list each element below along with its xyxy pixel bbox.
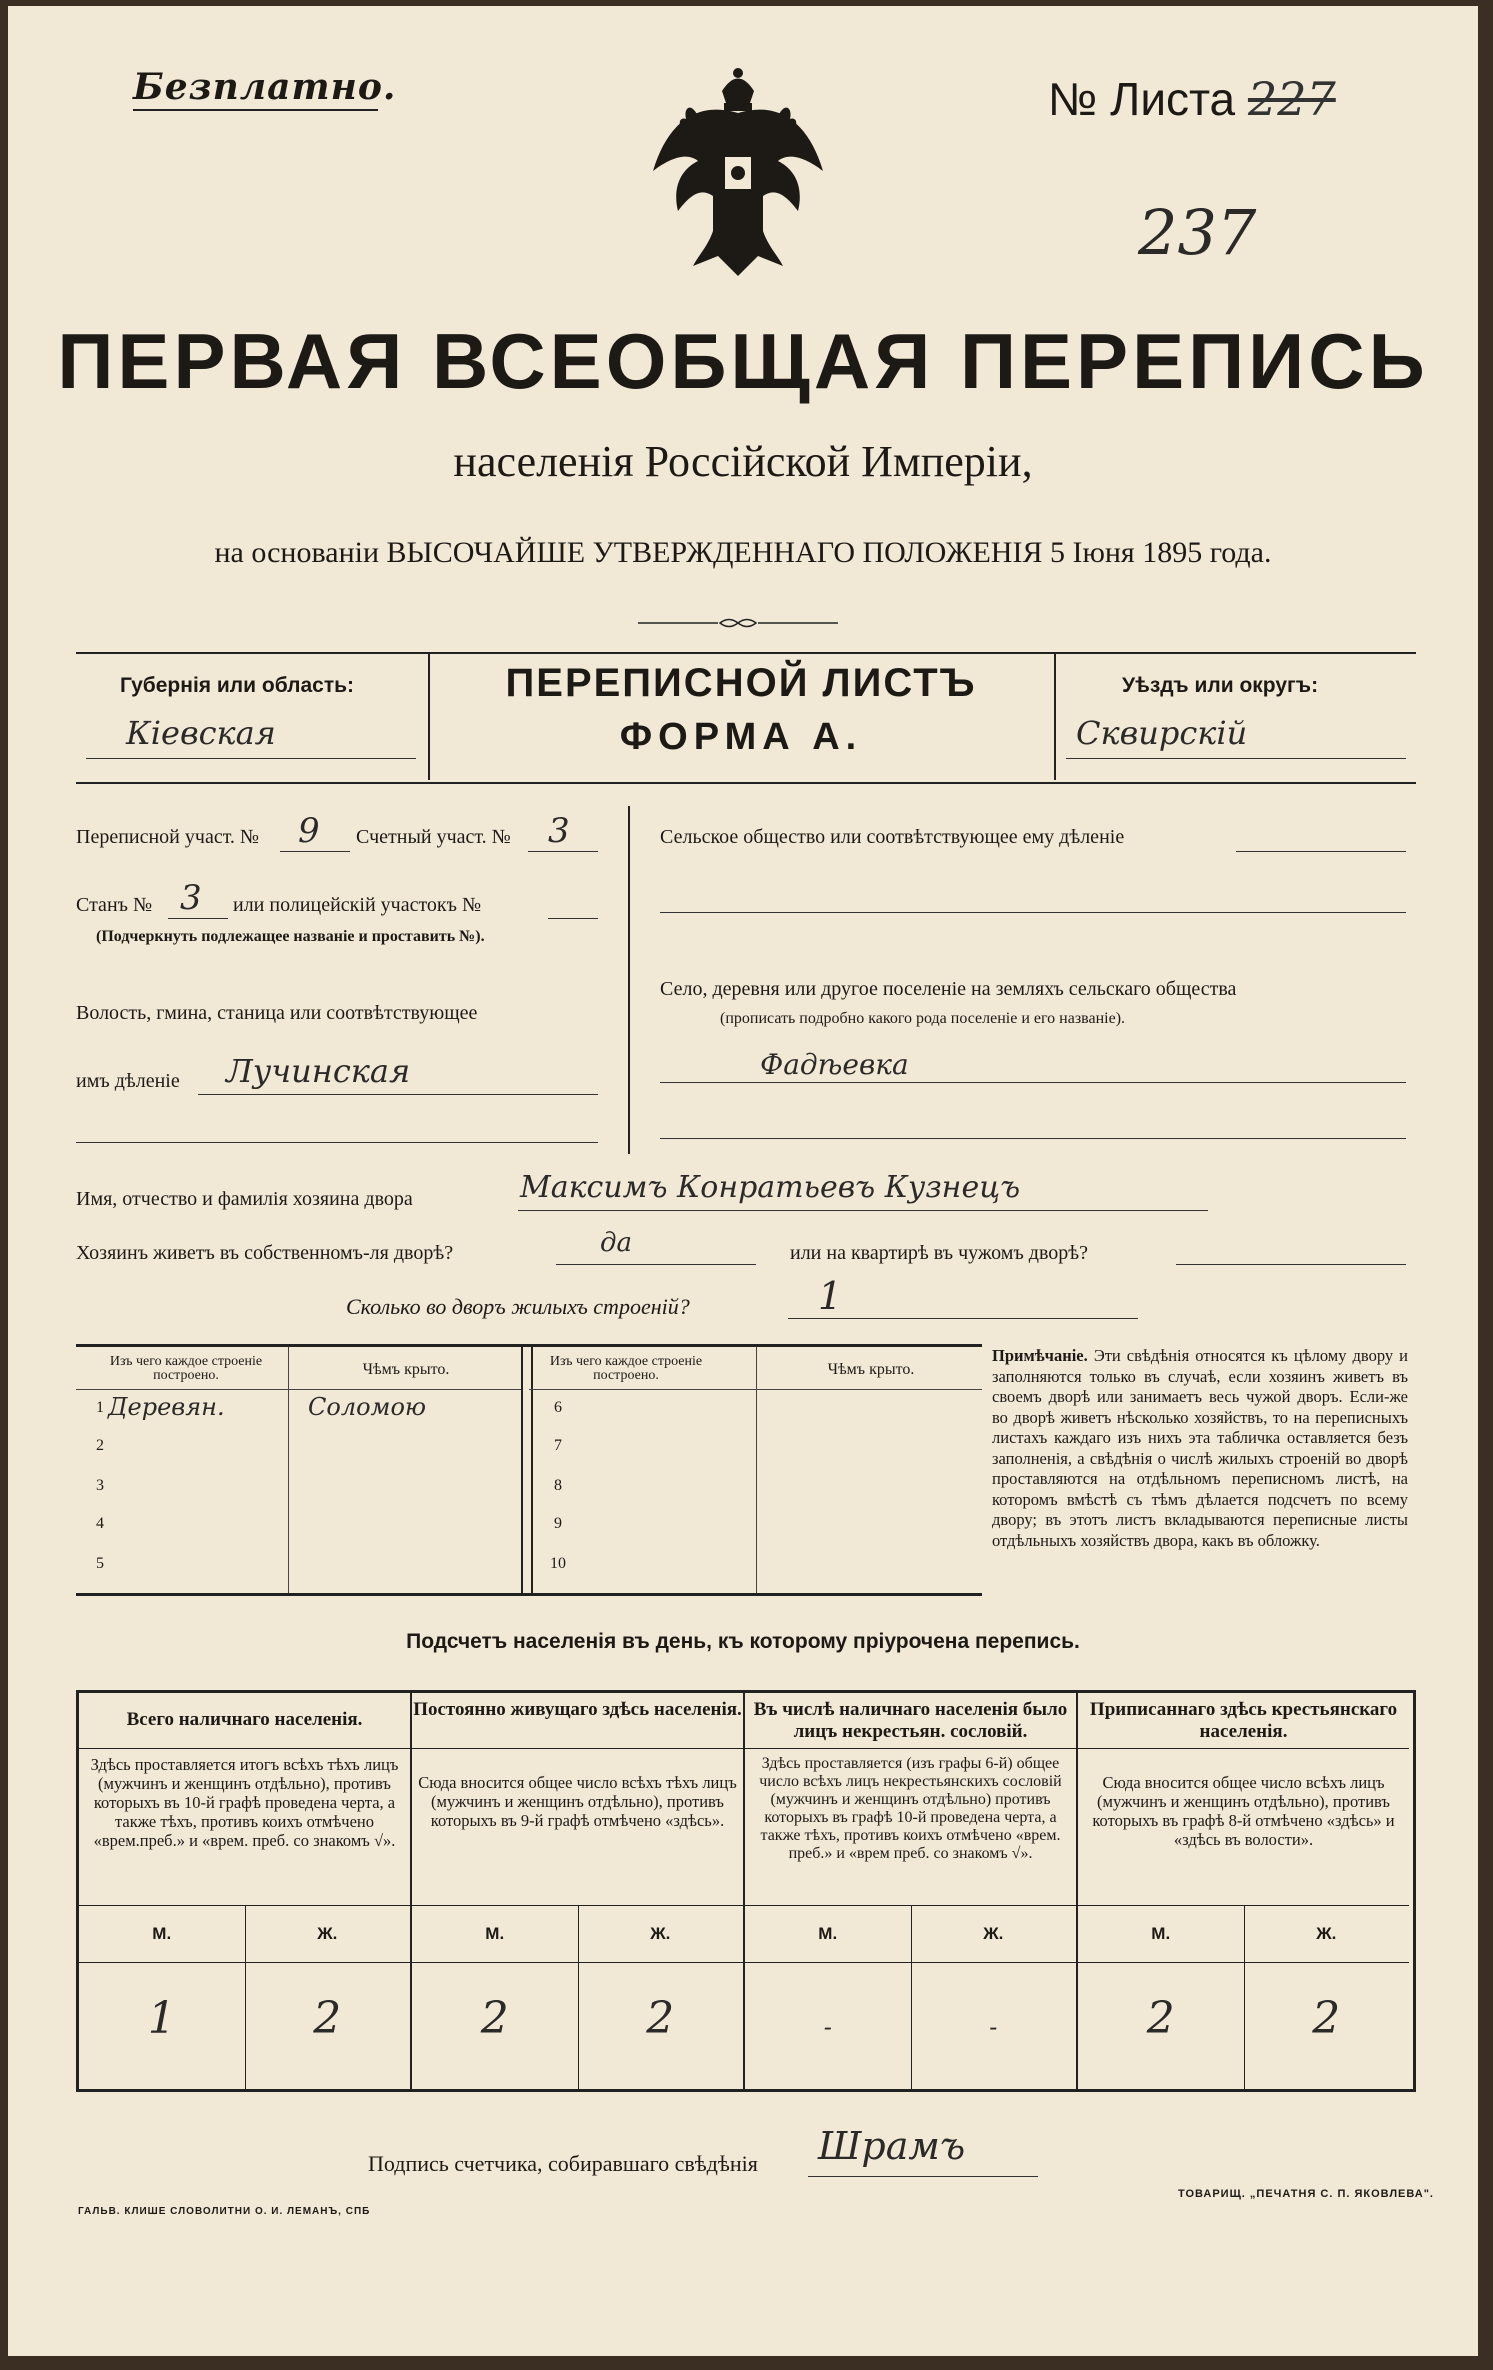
- field-divider: [628, 806, 630, 1154]
- rent-line: [1176, 1264, 1406, 1265]
- row-number: 4: [96, 1515, 104, 1532]
- village-line: [660, 1082, 1406, 1083]
- row-number: 6: [554, 1399, 562, 1416]
- female-label: Ж.: [983, 1924, 1004, 1943]
- stan-line: [168, 918, 228, 919]
- buildings-label: Сколько во дворъ жилыхъ строеній?: [346, 1294, 690, 1319]
- col-head: Постоянно живущаго здѣсь населенія.: [412, 1693, 743, 1749]
- village-label: Село, деревня или другое поселеніе на земляхъ сельскаго общества: [660, 978, 1237, 1000]
- census-plot-value: 9: [298, 811, 320, 851]
- female-label: Ж.: [650, 1924, 671, 1943]
- population-col-non-peasant: [745, 1693, 1078, 2089]
- female-value: 2: [313, 1993, 342, 2044]
- roof-header-left: Чѣмъ крыто.: [362, 1361, 450, 1378]
- row-roof-value: Соломою: [308, 1393, 427, 1421]
- buildings-value: 1: [818, 1274, 843, 1318]
- mf-row: [745, 1905, 1076, 1963]
- male-label: М.: [818, 1924, 838, 1943]
- village-note: (прописать подробно какого рода поселеніе и его названіе).: [720, 1010, 1126, 1027]
- built-header-right: Изъ чего каждое строеніе построено.: [549, 1354, 703, 1383]
- free-underline: [133, 109, 378, 111]
- form-title: ПЕРЕПИСНОЙ ЛИСТЪ: [505, 661, 977, 705]
- table-double-divider: [521, 1347, 533, 1593]
- header-rule-left: [76, 1389, 521, 1390]
- roof-header-right: Чѣмъ крыто.: [827, 1361, 915, 1378]
- census-sheet: [8, 6, 1478, 2356]
- col-divider-left: [288, 1347, 289, 1593]
- free-label: Безплатно.: [133, 66, 397, 108]
- basis-line: на основаніи ВЫСОЧАЙШЕ УТВЕРЖДЕННАГО ПОЛОЖЕНІЯ 5 Іюня 1895 года.: [214, 536, 1272, 569]
- col-desc: Сюда вносится общее число всѣхъ тѣхъ лицъ (мужчинъ и женщинъ отдѣльно), противъ которыхъ въ 9-й графѣ отмѣчено «здѣсь».: [418, 1773, 737, 1830]
- own-yard-label: Хозяинъ живетъ въ собственномъ-ля дворѣ?: [76, 1242, 454, 1264]
- population-col-total: [79, 1693, 412, 2089]
- sheet-number-handwritten: 237: [1138, 196, 1257, 269]
- census-plot-line: [280, 851, 350, 852]
- col-desc: Здѣсь проставляется (изъ графы 6-й) общее число всѣхъ лицъ некрестьянскихъ сословій (мужчинъ и женщинъ отдѣльно) противъ которыхъ въ графѣ 10-й проведена черта, а также тѣхъ, противъ коихъ отмѣчено «врем. преб.» и «врем преб. со знакомъ √».: [759, 1755, 1062, 1862]
- sheet-number-old: 227: [1247, 72, 1336, 126]
- col-desc: Сюда вносится общее число всѣхъ лицъ (мужчинъ и женщинъ отдѣльно), противъ которыхъ въ графѣ 8-й отмѣчено «здѣсь» и «здѣсь въ волости».: [1092, 1773, 1395, 1849]
- signature-line: [808, 2176, 1038, 2177]
- buildings-note: [992, 1346, 1408, 1551]
- row-number: 2: [96, 1437, 104, 1454]
- stan-label: Станъ №: [76, 894, 153, 916]
- owner-name-value: Максимъ Конратьевъ Кузнецъ: [520, 1170, 1021, 1205]
- male-value: -: [823, 2013, 832, 2041]
- row-number: 3: [96, 1477, 104, 1494]
- stan-value: 3: [180, 878, 202, 918]
- row-number: 5: [96, 1555, 104, 1572]
- district-value: Сквирскій: [1076, 714, 1248, 752]
- printer-left: ГАЛЬВ. КЛИШЕ СЛОВОЛИТНИ О. И. ЛЕМАНЪ, СПБ: [78, 2206, 371, 2217]
- female-value: 2: [1312, 1993, 1341, 2044]
- society-line-2: [660, 912, 1406, 913]
- subtitle: населенія Россійской Имперіи,: [453, 437, 1033, 486]
- volost-value: Лучинская: [226, 1052, 411, 1090]
- village-line-2: [660, 1138, 1406, 1139]
- row-number: 9: [554, 1515, 562, 1532]
- header-rule-right: [529, 1389, 982, 1390]
- note-text: Эти свѣдѣнія относятся къ цѣлому двору и заполняются только въ случаѣ, если хозяинъ живетъ въ своемъ дворѣ или занимаетъ весь чужой дворъ. Если-же во дворѣ живетъ нѣсколько хозяйствъ, то на переписныхъ листахъ каждаго изъ нихъ эта табличка оставляется безъ заполненія, а свѣдѣнія о числѣ жилыхъ строеній во дворѣ проставляются на отдѣльномъ переписномъ листѣ, на которомъ вмѣстѣ съ тѣмъ дѣлается подсчетъ по всему двору; въ этотъ листъ вкладываются переписные листы отдѣльныхъ хозяйствъ двора, какъ въ обложку.: [992, 1346, 1408, 1550]
- sheet-number-label: № Листа: [1048, 73, 1236, 125]
- buildings-table: [76, 1344, 982, 1596]
- female-value: 2: [646, 1993, 675, 2044]
- owner-name-label: Имя, отчество и фамилія хозяина двора: [76, 1188, 413, 1210]
- police-line: [548, 918, 598, 919]
- col-divider-right: [756, 1347, 757, 1593]
- male-label: М.: [485, 1924, 505, 1943]
- row-number: 7: [554, 1437, 562, 1454]
- male-label: М.: [152, 1924, 172, 1943]
- female-label: Ж.: [1316, 1924, 1337, 1943]
- population-col-permanent: [412, 1693, 745, 2089]
- male-value: 2: [1146, 1993, 1175, 2044]
- signature-label: Подпись счетчика, собиравшаго свѣдѣнія: [368, 2151, 758, 2176]
- police-label: или полицейскій участокъ №: [233, 894, 482, 916]
- row-number: 1: [96, 1399, 104, 1416]
- district-box: [1054, 652, 1418, 780]
- population-col-peasant: [1078, 1693, 1409, 2089]
- row-number: 8: [554, 1477, 562, 1494]
- ornament-divider: [638, 616, 838, 630]
- row-number: 10: [550, 1555, 566, 1572]
- own-yard-line: [556, 1264, 756, 1265]
- mf-row: [79, 1905, 410, 1963]
- built-header-left: Изъ чего каждое строеніе построено.: [109, 1354, 263, 1383]
- underline-note: (Подчеркнуть подлежащее названіе и проставить №).: [96, 928, 485, 945]
- count-plot-value: 3: [548, 811, 570, 851]
- society-label: Сельское общество или соотвѣтствующее ему дѣленіе: [660, 826, 1125, 848]
- district-label: Уѣздъ или округъ:: [1122, 674, 1319, 697]
- population-table: [76, 1690, 1416, 2092]
- province-box: [76, 652, 430, 780]
- society-line: [1236, 851, 1406, 852]
- mf-divider: [911, 1906, 912, 2090]
- volost-line-2: [76, 1142, 598, 1143]
- buildings-line: [788, 1318, 1138, 1319]
- village-value: Фадѣевка: [760, 1048, 909, 1081]
- col-head: Всего наличнаго населенія.: [79, 1693, 410, 1749]
- form-subtitle: ФОРМА А.: [619, 716, 863, 758]
- imperial-eagle-emblem: [638, 61, 838, 291]
- note-lead: Примѣчаніе.: [992, 1346, 1088, 1365]
- province-line: [86, 758, 416, 759]
- volost-label: Волость, гмина, станица или соотвѣтствующее: [76, 1002, 478, 1024]
- own-yard-value: да: [600, 1228, 632, 1258]
- row-built-value: Деревян.: [108, 1393, 225, 1421]
- rent-label: или на квартирѣ въ чужомъ дворѣ?: [790, 1242, 1089, 1264]
- count-plot-label: Счетный участ. №: [356, 826, 511, 848]
- province-value: Кіевская: [126, 714, 276, 752]
- main-title: ПЕРВАЯ ВСЕОБЩАЯ ПЕРЕПИСЬ: [57, 317, 1429, 405]
- population-title: Подсчетъ населенія въ день, къ которому пріурочена перепись.: [406, 1630, 1080, 1653]
- count-plot-line: [528, 851, 598, 852]
- male-value: 1: [147, 1993, 176, 2044]
- male-value: 2: [480, 1993, 509, 2044]
- mf-row: [412, 1905, 743, 1963]
- census-plot-label: Переписной участ. №: [76, 826, 260, 848]
- province-label: Губернія или область:: [120, 674, 355, 697]
- owner-name-line: [518, 1210, 1208, 1211]
- female-value: -: [989, 2013, 998, 2041]
- district-line: [1066, 758, 1406, 759]
- col-head: Въ числѣ наличнаго населенія было лицъ некрестьян. сословій.: [745, 1693, 1076, 1749]
- female-label: Ж.: [317, 1924, 338, 1943]
- col-desc: Здѣсь проставляется итогъ всѣхъ тѣхъ лицъ (мужчинъ и женщинъ отдѣльно), противъ которыхъ въ 10-й графѣ проведена черта, а также тѣхъ, противъ коихъ отмѣчено «врем.преб.» и «врем. преб. со знакомъ √».: [90, 1755, 399, 1850]
- male-label: М.: [1151, 1924, 1171, 1943]
- mf-row: [1078, 1905, 1409, 1963]
- printer-right: ТОВАРИЩ. „ПЕЧАТНЯ С. П. ЯКОВЛЕВА".: [1178, 2188, 1434, 2200]
- volost-label-2: имъ дѣленіе: [76, 1070, 180, 1092]
- volost-line: [198, 1094, 598, 1095]
- sheet-number: [1048, 72, 1336, 126]
- signature-value: Шрамъ: [818, 2124, 966, 2168]
- col-head: Приписаннаго здѣсь крестьянскаго населенія.: [1078, 1693, 1409, 1749]
